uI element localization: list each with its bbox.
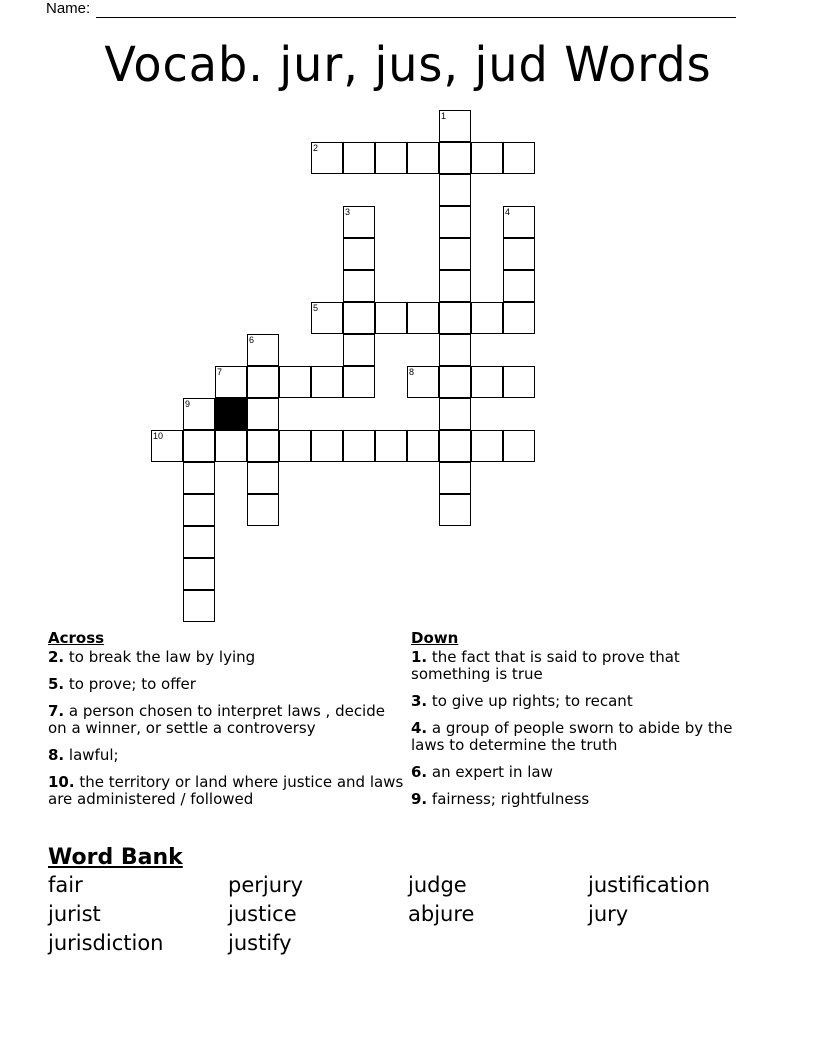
grid-cell[interactable] (375, 142, 407, 174)
grid-cell[interactable] (343, 366, 375, 398)
word-bank-item: perjury (228, 873, 304, 897)
word-bank-title: Word Bank (48, 845, 183, 870)
grid-cell[interactable] (311, 430, 343, 462)
grid-cell[interactable] (183, 526, 215, 558)
grid-block (215, 398, 247, 430)
grid-cell[interactable] (343, 430, 375, 462)
grid-cell[interactable] (215, 366, 247, 398)
grid-cell[interactable] (375, 430, 407, 462)
clue-number: 8 (409, 367, 415, 377)
across-clue (48, 747, 404, 764)
clue-number: 1 (441, 111, 447, 121)
grid-cell[interactable] (407, 302, 439, 334)
grid-cell[interactable] (279, 430, 311, 462)
grid-cell[interactable] (503, 302, 535, 334)
grid-cell[interactable] (439, 430, 471, 462)
word-bank-item: jurisdiction (48, 931, 164, 955)
across-clue (48, 703, 404, 737)
across-clue (48, 774, 404, 808)
grid-cell[interactable] (439, 302, 471, 334)
grid-cell[interactable] (439, 462, 471, 494)
grid-cell[interactable] (343, 302, 375, 334)
grid-cell[interactable] (439, 206, 471, 238)
grid-cell[interactable] (343, 334, 375, 366)
grid-cell[interactable] (407, 142, 439, 174)
across-clue (48, 649, 404, 666)
clue-text: fairness; rightfulness (427, 790, 590, 808)
name-label: Name: (46, 0, 91, 17)
grid-cell[interactable] (343, 142, 375, 174)
down-clue (411, 764, 761, 781)
grid-cell[interactable] (215, 430, 247, 462)
down-clue (411, 791, 761, 808)
clue-num: 7. (48, 702, 65, 720)
clue-text: to give up rights; to recant (427, 692, 633, 710)
clue-number: 6 (249, 335, 255, 345)
grid-cell[interactable] (311, 366, 343, 398)
grid-cell[interactable] (247, 494, 279, 526)
clue-num: 2. (48, 648, 65, 666)
clue-number: 4 (505, 207, 511, 217)
grid-cell[interactable] (247, 430, 279, 462)
grid-cell[interactable] (247, 462, 279, 494)
grid-cell[interactable] (151, 430, 183, 462)
clue-num: 8. (48, 746, 65, 764)
clue-text: a group of people sworn to abide by the laws to determine the truth (411, 719, 733, 754)
clue-num: 1. (411, 648, 428, 666)
grid-cell[interactable] (503, 366, 535, 398)
clue-num: 6. (411, 763, 428, 781)
grid-cell[interactable] (247, 366, 279, 398)
clue-num: 10. (48, 773, 75, 791)
grid-cell[interactable] (311, 302, 343, 334)
word-bank-item: fair (48, 873, 83, 897)
clue-text: a person chosen to interpret laws , decide on a winner, or settle a controversy (48, 702, 385, 737)
grid-cell[interactable] (183, 430, 215, 462)
grid-cell[interactable] (183, 590, 215, 622)
word-bank-item: jury (588, 902, 629, 926)
grid-cell[interactable] (503, 206, 535, 238)
grid-cell[interactable] (439, 238, 471, 270)
clue-text: an expert in law (427, 763, 553, 781)
clue-number: 3 (345, 207, 351, 217)
grid-cell[interactable] (439, 398, 471, 430)
word-bank-item: justify (228, 931, 292, 955)
grid-cell[interactable] (279, 366, 311, 398)
grid-cell[interactable] (471, 142, 503, 174)
grid-cell[interactable] (183, 558, 215, 590)
grid-cell[interactable] (407, 430, 439, 462)
grid-cell[interactable] (247, 398, 279, 430)
grid-cell[interactable] (343, 270, 375, 302)
grid-cell[interactable] (183, 494, 215, 526)
grid-cell[interactable] (503, 430, 535, 462)
grid-cell[interactable] (503, 142, 535, 174)
grid-cell[interactable] (439, 174, 471, 206)
grid-cell[interactable] (471, 302, 503, 334)
word-bank-item: justification (588, 873, 711, 897)
grid-cell[interactable] (503, 270, 535, 302)
grid-cell[interactable] (247, 334, 279, 366)
clue-num: 9. (411, 790, 428, 808)
grid-cell[interactable] (375, 302, 407, 334)
down-clue (411, 720, 761, 754)
clue-text: to prove; to offer (64, 675, 196, 693)
across-clue (48, 676, 404, 693)
grid-cell[interactable] (439, 494, 471, 526)
down-heading: Down (411, 629, 459, 647)
grid-cell[interactable] (439, 334, 471, 366)
clue-number: 7 (217, 367, 223, 377)
grid-cell[interactable] (343, 238, 375, 270)
grid-cell[interactable] (183, 398, 215, 430)
down-clue (411, 693, 761, 710)
grid-cell[interactable] (439, 142, 471, 174)
grid-cell[interactable] (439, 366, 471, 398)
page-title: Vocab. jur, jus, jud Words (104, 37, 712, 93)
clue-num: 4. (411, 719, 428, 737)
clue-number: 10 (153, 431, 164, 441)
grid-cell[interactable] (471, 366, 503, 398)
grid-cell[interactable] (439, 270, 471, 302)
grid-cell[interactable] (439, 110, 471, 142)
down-clues (411, 630, 761, 818)
grid-cell[interactable] (311, 142, 343, 174)
clue-number: 5 (313, 303, 319, 313)
clue-text: lawful; (64, 746, 119, 764)
clue-text: the territory or land where justice and laws are administered / followed (48, 773, 404, 808)
down-clue (411, 649, 761, 683)
clue-text: to break the law by lying (64, 648, 256, 666)
clue-number: 9 (185, 399, 191, 409)
word-bank-item: abjure (408, 902, 475, 926)
clue-num: 3. (411, 692, 428, 710)
grid-cell[interactable] (343, 206, 375, 238)
grid-cell[interactable] (503, 238, 535, 270)
grid-cell[interactable] (471, 430, 503, 462)
across-clues (48, 630, 404, 818)
word-bank-item: judge (408, 873, 467, 897)
word-bank-item: jurist (48, 902, 101, 926)
grid-cell[interactable] (183, 462, 215, 494)
across-heading: Across (48, 629, 105, 647)
clue-text: the fact that is said to prove that something is true (411, 648, 680, 683)
clue-num: 5. (48, 675, 65, 693)
clue-number: 2 (313, 143, 319, 153)
word-bank (48, 873, 768, 960)
word-bank-item: justice (228, 902, 297, 926)
grid-cell[interactable] (407, 366, 439, 398)
